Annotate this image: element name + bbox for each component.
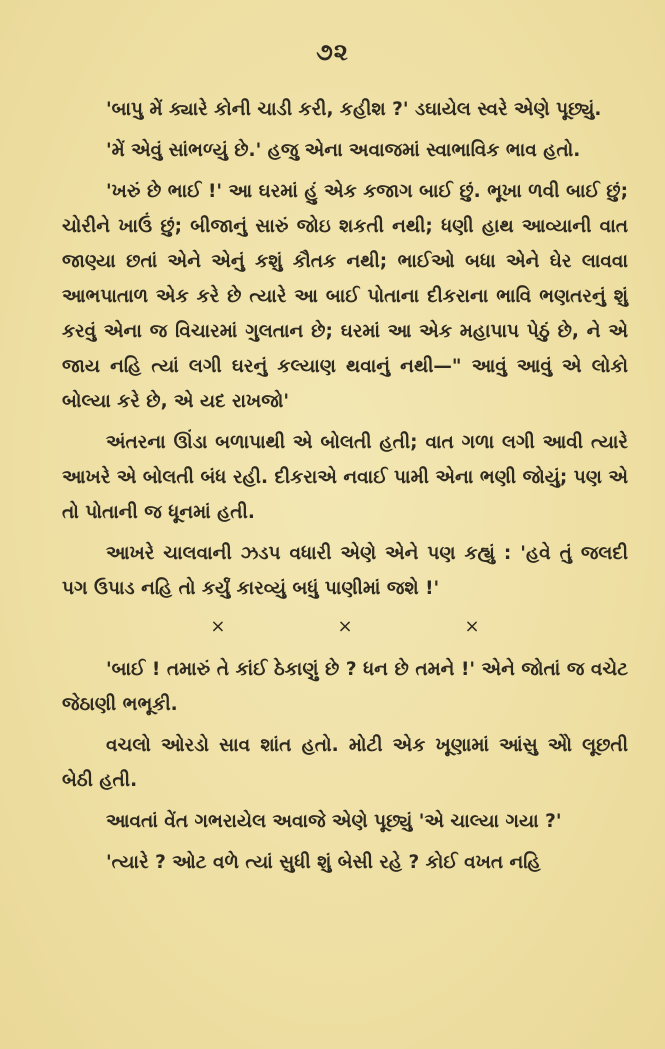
page-content bbox=[62, 92, 628, 886]
paragraph: આખરે ચાલવાની ઝડપ વધારી એણે એને પણ કહ્યું : 'હવે તું જલદી પગ ઉપાડ નહિ તો કર્યું કારવ્યું બધું પાણીમાં જશે !' bbox=[62, 543, 628, 599]
paragraph: 'મેં એવું સાંભળ્યું છે.' હજુ એના અવાજમાં સ્વાભાવિક ભાવ હતો. bbox=[106, 140, 581, 161]
paragraph: 'ખરું છે ભાઈ !' આ ઘરમાં હું એક કજાગ બાઈ છું. ભૂખા ળવી બાઈ છું; ચોરીને ખાઉં છું; બીજાનું સારું જોઇ શકતી નથી; ધણી હાથ આવ્યાની વાત જાણ્યા છતાં એને એનું કશું કૌતક નથી; ભાઈઓ બધા એને ઘેર લાવવા આભપાતાળ એક કરે છે ત્યારે આ બાઈ પોતાના દીકરાના ભાવિ ભણતરનું શું કરવું એના જ વિચારમાં ગુલતાન છે; ઘરમાં આ એક મહાપાપ પેઠું છે, ને એ જાય નહિ ત્યાં લગી ઘરનું કલ્યાણ થવાનું નથી—" આવું આવું એ લોકો બોલ્યા કરે છે, એ યદ રાખજો' bbox=[62, 181, 628, 412]
section-separator bbox=[62, 612, 628, 642]
separator-mark: × bbox=[210, 616, 226, 637]
paragraph: અંતરના ઊંડા બળાપાથી એ બોલતી હતી; વાત ગળા લગી આવી ત્યારે આખરે એ બોલતી બંધ રહી. દીકરાએ નવાઈ પામી એના ભણી જોયું; પણ એ તો પોતાની જ ધૂનમાં હતી. bbox=[62, 432, 628, 523]
paragraph: 'બાઈ ! તમારું તે કાંઈ ઠેકાણું છે ? ધન છે તમને !' એને જોતાં જ વચેટ જેઠાણી ભભૂકી. bbox=[62, 659, 628, 715]
paragraph: આવતાં વેંત ગભરાયેલ અવાજે એણે પૂછ્યું 'એ ચાલ્યા ગયા ?' bbox=[106, 811, 562, 832]
page-number: ૭૨ bbox=[316, 38, 349, 66]
paragraph: 'ત્યારે ? ઓટ વળે ત્યાં સુધી શું બેસી રહે ? કોઈ વખત નહિ bbox=[106, 852, 541, 873]
paragraph: વચલો ઓરડો સાવ શાંત હતો. મોટી એક ખૂણામાં આંસુ એો લૂછતી બેઠી હતી. bbox=[62, 735, 628, 791]
paragraph: 'બાપુ મેં ક્યારે કોની ચાડી કરી, કહીશ ?' ડઘાયેલ સ્વરે એણે પૂછ્યું. bbox=[106, 99, 602, 120]
separator-mark: × bbox=[337, 616, 353, 637]
separator-mark: × bbox=[464, 616, 480, 637]
